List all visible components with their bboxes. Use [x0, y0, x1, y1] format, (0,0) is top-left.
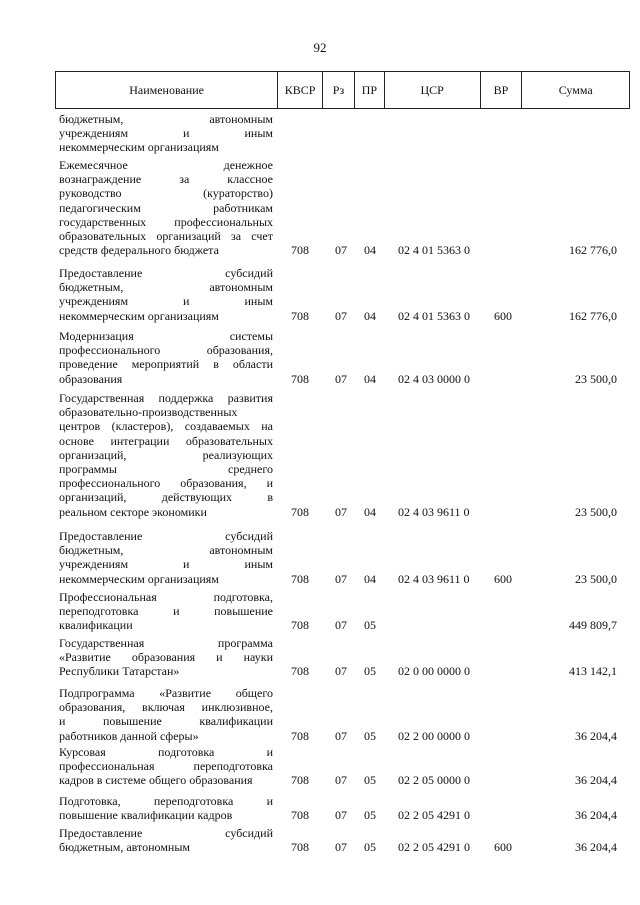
- row-name-line: Профессиональная подготовка,: [59, 590, 273, 604]
- pr-cell: 05: [364, 728, 376, 743]
- sum-cell: 23 500,0: [575, 571, 617, 586]
- row-name-line: центров (кластеров), создаваемых на: [59, 419, 273, 434]
- row-name: [59, 794, 273, 822]
- row-name-line: «Развитие образования и науки: [59, 650, 273, 665]
- row-name-line: образовательных организаций за счет: [59, 229, 273, 244]
- row-name-line: Подпрограмма «Развитие общего: [59, 686, 273, 700]
- sum-cell: 23 500,0: [575, 504, 617, 519]
- row-name-line: руководство (кураторство): [59, 186, 273, 201]
- row-name-line: Предоставление субсидий: [59, 266, 273, 280]
- row-name-line: Государственная поддержка развития: [59, 391, 273, 405]
- row-name-line: Предоставление субсидий: [59, 826, 273, 840]
- rz-cell: 07: [335, 728, 347, 743]
- row-name-line: организаций, действующих в: [59, 490, 273, 505]
- csr-cell: 02 4 01 5363 0: [398, 243, 470, 258]
- row-name: [59, 745, 273, 788]
- csr-cell: 02 2 05 4291 0: [398, 840, 470, 855]
- csr-cell: 02 2 05 0000 0: [398, 773, 470, 788]
- row-name: [59, 329, 273, 386]
- rz-cell: 07: [335, 308, 347, 323]
- row-name-line: основе интеграции образовательных: [59, 433, 273, 448]
- kvsr-cell: 708: [291, 571, 309, 586]
- pr-cell: 04: [364, 308, 376, 323]
- table-row: [59, 590, 619, 633]
- rz-cell: 07: [335, 504, 347, 519]
- row-name-line: некоммерческим организациям: [59, 140, 219, 155]
- row-name-line: Республики Татарстан»: [59, 664, 180, 679]
- csr-cell: 02 2 05 4291 0: [398, 808, 470, 823]
- row-name: [59, 529, 273, 586]
- header-kvsr: КВСР: [278, 72, 323, 108]
- rz-cell: 07: [335, 773, 347, 788]
- table-header: [55, 71, 630, 109]
- row-name: [59, 266, 273, 323]
- row-name-line: реальном секторе экономики: [59, 504, 207, 519]
- pr-cell: 04: [364, 571, 376, 586]
- csr-cell: 02 2 00 0000 0: [398, 728, 470, 743]
- row-name-line: переподготовка и повышение: [59, 604, 273, 619]
- row-name: [59, 112, 273, 155]
- page-number: 92: [313, 40, 327, 55]
- row-name-line: учреждениям и иным: [59, 557, 273, 572]
- sum-cell: 36 204,4: [575, 840, 617, 855]
- rz-cell: 07: [335, 840, 347, 855]
- sum-cell: 23 500,0: [575, 371, 617, 386]
- vr-cell: 600: [494, 308, 512, 323]
- row-name-line: Подготовка, переподготовка и: [59, 794, 273, 808]
- row-name-line: вознаграждение за классное: [59, 172, 273, 187]
- kvsr-cell: 708: [291, 664, 309, 679]
- row-name-line: образования, включая инклюзивное,: [59, 700, 273, 715]
- row-name: [59, 391, 273, 519]
- row-name-line: педагогическим работникам: [59, 200, 273, 215]
- row-name-line: Курсовая подготовка и: [59, 745, 273, 759]
- row-name-line: Предоставление субсидий: [59, 529, 273, 543]
- kvsr-cell: 708: [291, 371, 309, 386]
- row-name-line: учреждениям и иным: [59, 126, 273, 141]
- row-name-line: Модернизация системы: [59, 329, 273, 343]
- csr-cell: 02 4 03 0000 0: [398, 371, 470, 386]
- pr-cell: 04: [364, 243, 376, 258]
- row-name: [59, 158, 273, 257]
- sum-cell: 413 142,1: [569, 664, 617, 679]
- row-name-line: бюджетным, автономным: [59, 112, 273, 126]
- header-rz: Рз: [323, 72, 355, 108]
- row-name: [59, 636, 273, 679]
- row-name-line: средств федерального бюджета: [59, 243, 219, 258]
- kvsr-cell: 708: [291, 773, 309, 788]
- row-name-line: программы среднего: [59, 462, 273, 477]
- rz-cell: 07: [335, 618, 347, 633]
- row-name-line: некоммерческим организациям: [59, 571, 219, 586]
- header-csr: ЦСР: [385, 72, 481, 108]
- row-name: [59, 826, 273, 854]
- row-name-line: бюджетным, автономным: [59, 543, 273, 558]
- row-name-line: профессионального образования, и: [59, 476, 273, 491]
- table-row: [59, 266, 619, 323]
- row-name-line: учреждениям и иным: [59, 294, 273, 309]
- row-name-line: работников данной сферы»: [59, 728, 199, 743]
- kvsr-cell: 708: [291, 308, 309, 323]
- row-name-line: образовательно-производственных: [59, 405, 238, 420]
- sum-cell: 36 204,4: [575, 773, 617, 788]
- vr-cell: 600: [494, 840, 512, 855]
- kvsr-cell: 708: [291, 728, 309, 743]
- table-row: [59, 686, 619, 743]
- header-name: Наименование: [56, 72, 278, 108]
- sum-cell: 162 776,0: [569, 308, 617, 323]
- pr-cell: 05: [364, 664, 376, 679]
- sum-cell: 36 204,4: [575, 808, 617, 823]
- rz-cell: 07: [335, 571, 347, 586]
- row-name-line: профессионального образования,: [59, 343, 273, 358]
- row-name: [59, 590, 273, 633]
- sum-cell: 449 809,7: [569, 618, 617, 633]
- sum-cell: 36 204,4: [575, 728, 617, 743]
- table-row: [59, 745, 619, 788]
- row-name-line: повышение квалификации кадров: [59, 808, 233, 823]
- rz-cell: 07: [335, 243, 347, 258]
- table-row: [59, 391, 619, 519]
- table-row: [59, 158, 619, 257]
- csr-cell: 02 4 03 9611 0: [398, 504, 470, 519]
- table-row: [59, 636, 619, 679]
- rz-cell: 07: [335, 808, 347, 823]
- row-name-line: государственных профессиональных: [59, 214, 273, 229]
- row-name-line: образования: [59, 371, 123, 386]
- csr-cell: 02 4 01 5363 0: [398, 308, 470, 323]
- sum-cell: 162 776,0: [569, 243, 617, 258]
- table-row: [59, 529, 619, 586]
- csr-cell: 02 0 00 0000 0: [398, 664, 470, 679]
- row-name-line: некоммерческим организациям: [59, 308, 219, 323]
- table-row: [59, 112, 619, 155]
- vr-cell: 600: [494, 571, 512, 586]
- kvsr-cell: 708: [291, 504, 309, 519]
- csr-cell: 02 4 03 9611 0: [398, 571, 470, 586]
- row-name-line: и повышение квалификации: [59, 714, 273, 729]
- row-name-line: Государственная программа: [59, 636, 273, 650]
- row-name-line: проведение мероприятий в области: [59, 357, 273, 372]
- rz-cell: 07: [335, 664, 347, 679]
- kvsr-cell: 708: [291, 840, 309, 855]
- row-name-line: бюджетным, автономным: [59, 840, 190, 855]
- header-sum: Сумма: [558, 82, 593, 97]
- pr-cell: 05: [364, 808, 376, 823]
- pr-cell: 04: [364, 504, 376, 519]
- row-name-line: Ежемесячное денежное: [59, 158, 273, 172]
- header-pr: ПР: [355, 72, 385, 108]
- pr-cell: 05: [364, 773, 376, 788]
- row-name-line: организаций, реализующих: [59, 447, 273, 462]
- table-row: [59, 826, 619, 854]
- rz-cell: 07: [335, 371, 347, 386]
- pr-cell: 04: [364, 371, 376, 386]
- row-name: [59, 686, 273, 743]
- header-vr: ВР: [481, 72, 523, 108]
- kvsr-cell: 708: [291, 808, 309, 823]
- row-name-line: кадров в системе общего образования: [59, 773, 253, 788]
- kvsr-cell: 708: [291, 618, 309, 633]
- table-row: [59, 794, 619, 822]
- kvsr-cell: 708: [291, 243, 309, 258]
- table-row: [59, 329, 619, 386]
- row-name-line: квалификации: [59, 618, 133, 633]
- row-name-line: профессиональная переподготовка: [59, 759, 273, 774]
- pr-cell: 05: [364, 840, 376, 855]
- pr-cell: 05: [364, 618, 376, 633]
- row-name-line: бюджетным, автономным: [59, 280, 273, 295]
